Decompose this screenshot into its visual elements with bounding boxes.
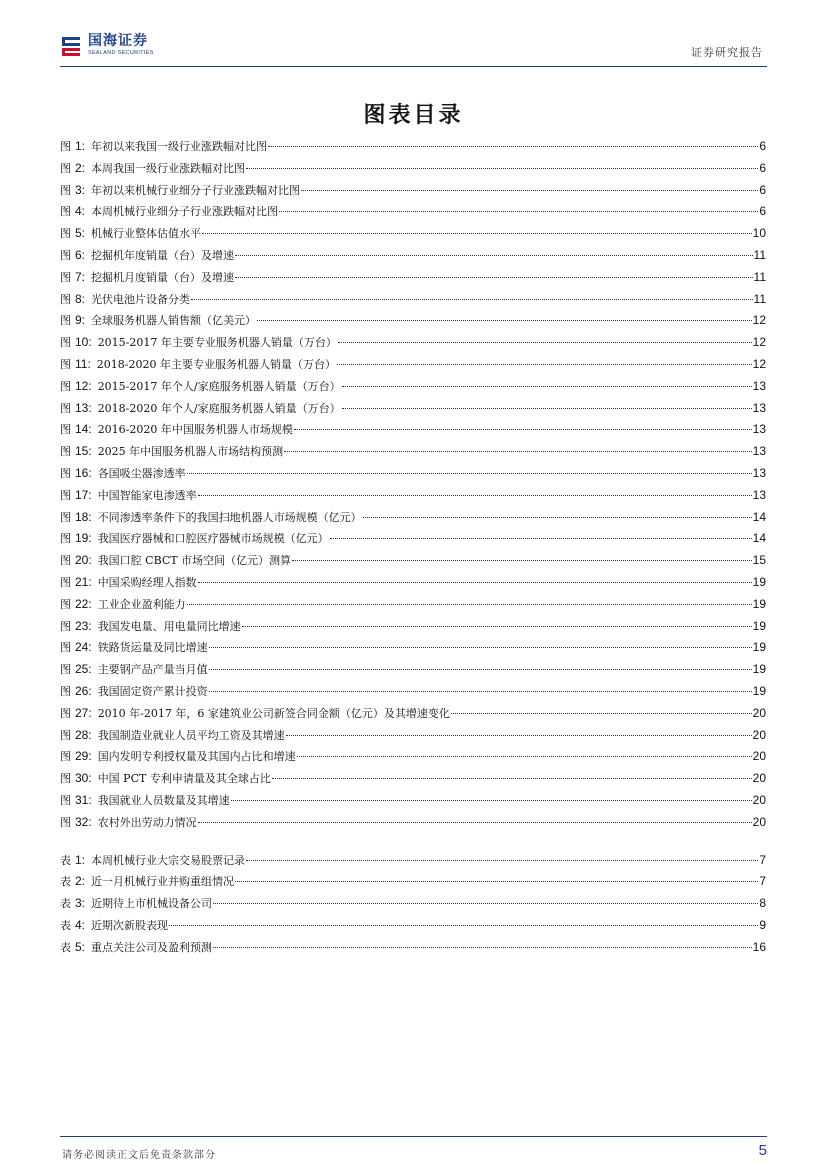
figure-entry[interactable] bbox=[60, 419, 766, 441]
toc-entry-number: 9: bbox=[75, 313, 86, 328]
toc-entry-label bbox=[60, 289, 85, 311]
figure-entry[interactable] bbox=[60, 790, 766, 812]
toc-entry-label bbox=[60, 267, 85, 289]
toc-dot-leader bbox=[297, 755, 752, 757]
figure-entry[interactable] bbox=[60, 725, 766, 747]
toc-dot-leader bbox=[338, 341, 752, 343]
toc-entry-page: 20 bbox=[752, 814, 766, 829]
toc-entry-page: 9 bbox=[759, 917, 766, 932]
toc-entry-title: 光伏电池片设备分类 bbox=[91, 292, 191, 306]
page-title: 图表目录 bbox=[363, 102, 464, 128]
toc-entry-number: 5: bbox=[75, 939, 86, 954]
toc-dot-leader bbox=[257, 319, 752, 321]
toc-entry-prefix: 图 bbox=[60, 227, 71, 241]
toc-entry-number: 24: bbox=[75, 640, 92, 655]
toc-entry-number: 13: bbox=[75, 400, 92, 415]
toc-entry-title: 本周我国一级行业涨跌幅对比图 bbox=[91, 161, 246, 175]
toc-entry-page: 12 bbox=[752, 356, 766, 371]
toc-entry-prefix: 图 bbox=[60, 706, 71, 720]
toc-entry-prefix: 图 bbox=[60, 793, 71, 807]
report-type: 证券研究报告 bbox=[691, 46, 763, 59]
toc-entry-number: 20: bbox=[75, 553, 92, 568]
toc-dot-leader bbox=[231, 799, 752, 801]
toc-entry-title: 2010 年-2017 年，6 家建筑业公司新签合同金额（亿元）及其增速变化 bbox=[97, 706, 450, 720]
toc-entry-label bbox=[60, 158, 85, 180]
figure-entry[interactable] bbox=[60, 528, 766, 550]
figure-entry[interactable] bbox=[60, 289, 766, 311]
toc-entry-page: 13 bbox=[752, 487, 766, 502]
toc-dot-leader bbox=[235, 880, 758, 882]
toc-entry-title: 2015-2017 年个人/家庭服务机器人销量（万台） bbox=[97, 379, 341, 393]
toc-entry-title: 铁路货运量及同比增速 bbox=[97, 641, 208, 655]
figure-entry[interactable] bbox=[60, 812, 766, 834]
toc-dot-leader bbox=[301, 189, 758, 191]
toc-entry-label bbox=[60, 398, 92, 420]
toc-entry-page: 19 bbox=[752, 683, 766, 698]
page-footer bbox=[60, 1136, 767, 1161]
toc-entry-label bbox=[60, 180, 85, 202]
toc-dot-leader bbox=[198, 821, 752, 823]
toc-entry-title: 2016-2020 年中国服务机器人市场规模 bbox=[97, 423, 293, 437]
toc-entry-page: 20 bbox=[752, 792, 766, 807]
toc-entry-page: 20 bbox=[752, 771, 766, 786]
toc-dot-leader bbox=[209, 646, 752, 648]
toc-entry-label bbox=[60, 354, 91, 376]
toc-entry-title: 中国采购经理人指数 bbox=[97, 575, 197, 589]
toc-entry-prefix: 图 bbox=[60, 336, 71, 350]
toc-entry-prefix: 图 bbox=[60, 597, 71, 611]
toc-entry-prefix: 图 bbox=[60, 205, 71, 219]
toc-entry-number: 32: bbox=[75, 814, 92, 829]
toc-entry-number: 1: bbox=[75, 139, 86, 153]
toc-entry-prefix: 图 bbox=[60, 663, 71, 677]
toc-entry-number: 11: bbox=[75, 356, 91, 371]
toc-entry-prefix: 图 bbox=[60, 423, 71, 437]
toc-entry-title: 挖掘机年度销量（台）及增速 bbox=[91, 248, 235, 262]
toc-entry-prefix: 图 bbox=[60, 379, 71, 393]
toc-dot-leader bbox=[246, 167, 758, 169]
toc-entry-number: 21: bbox=[75, 574, 92, 589]
toc-entry-page: 7 bbox=[759, 874, 766, 889]
toc-entry-title: 中国 PCT 专利申请量及其全球占比 bbox=[97, 772, 271, 786]
toc-entry-number: 18: bbox=[75, 509, 92, 524]
toc-entry-label bbox=[60, 441, 92, 463]
toc-entry-label bbox=[60, 725, 92, 747]
toc-entry-title: 国内发明专利授权量及其国内占比和增速 bbox=[97, 750, 296, 764]
toc-entry-page: 13 bbox=[752, 400, 766, 415]
toc-dot-leader bbox=[202, 232, 752, 234]
toc-entry-number: 14: bbox=[75, 422, 92, 437]
toc-entry-prefix: 表 bbox=[60, 853, 71, 867]
disclaimer-text: 请务必阅读正文后免责条款部分 bbox=[62, 1150, 216, 1161]
toc-entry-title: 我国发电量、用电量同比增速 bbox=[97, 619, 241, 633]
toc-entry-prefix: 图 bbox=[60, 488, 71, 502]
toc-entry-number: 23: bbox=[75, 618, 92, 633]
toc-entry-page: 11 bbox=[753, 269, 766, 284]
toc-entry-page: 13 bbox=[752, 378, 766, 393]
toc-entry-page: 13 bbox=[752, 465, 766, 480]
figure-entry[interactable] bbox=[60, 550, 766, 572]
toc-entry-label bbox=[60, 937, 85, 959]
figure-entry[interactable] bbox=[60, 267, 766, 289]
toc-dot-leader bbox=[187, 472, 752, 474]
toc-entry-title: 各国吸尘器渗透率 bbox=[97, 466, 186, 480]
toc-entry-page: 11 bbox=[753, 247, 766, 262]
toc-entry-label bbox=[60, 201, 85, 223]
table-entry[interactable] bbox=[60, 915, 766, 937]
toc-entry-prefix: 表 bbox=[60, 897, 71, 911]
toc-dot-leader bbox=[198, 494, 752, 496]
figure-entry[interactable] bbox=[60, 136, 766, 158]
toc-dot-leader bbox=[198, 581, 752, 583]
toc-entry-prefix: 图 bbox=[60, 466, 71, 480]
figure-entry[interactable] bbox=[60, 463, 766, 485]
toc-entry-title: 农村外出劳动力情况 bbox=[97, 815, 197, 829]
toc-dot-leader bbox=[451, 712, 752, 714]
toc-entry-title: 年初以来我国一级行业涨跌幅对比图 bbox=[91, 140, 268, 153]
toc-entry-title: 近期待上市机械设备公司 bbox=[91, 897, 213, 911]
toc-entry-prefix: 图 bbox=[60, 815, 71, 829]
toc-entry-prefix: 图 bbox=[60, 140, 71, 153]
table-entry[interactable] bbox=[60, 893, 766, 915]
toc-entry-prefix: 图 bbox=[60, 728, 71, 742]
toc-entry-label bbox=[60, 572, 92, 594]
toc-entry-label bbox=[60, 528, 92, 550]
toc-entry-page: 20 bbox=[752, 727, 766, 742]
table-of-figures bbox=[60, 136, 766, 958]
toc-entry-number: 26: bbox=[75, 683, 92, 698]
figure-entry[interactable] bbox=[60, 201, 766, 223]
toc-entry-number: 2: bbox=[75, 874, 86, 889]
toc-dot-leader bbox=[294, 428, 752, 430]
figure-entry[interactable] bbox=[60, 572, 766, 594]
toc-entry-label bbox=[60, 893, 85, 915]
figure-entry[interactable] bbox=[60, 681, 766, 703]
toc-dot-leader bbox=[191, 298, 753, 300]
figure-list bbox=[60, 136, 766, 834]
toc-entry-page: 11 bbox=[753, 291, 766, 306]
toc-entry-prefix: 图 bbox=[60, 183, 71, 197]
toc-entry-prefix: 图 bbox=[60, 401, 71, 415]
toc-entry-page: 6 bbox=[759, 160, 766, 175]
figure-entry[interactable] bbox=[60, 223, 766, 245]
toc-entry-prefix: 图 bbox=[60, 575, 71, 589]
toc-entry-prefix: 图 bbox=[60, 445, 71, 459]
logo-english-name: SEALAND SECURITIES bbox=[88, 50, 154, 56]
toc-entry-prefix: 图 bbox=[60, 684, 71, 698]
toc-dot-leader bbox=[209, 690, 752, 692]
toc-entry-prefix: 图 bbox=[60, 161, 71, 175]
toc-entry-page: 6 bbox=[759, 182, 766, 197]
toc-entry-label bbox=[60, 768, 92, 790]
toc-entry-page: 14 bbox=[752, 531, 766, 546]
toc-dot-leader bbox=[363, 516, 752, 518]
toc-entry-title: 中国智能家电渗透率 bbox=[97, 488, 197, 502]
toc-entry-number: 16: bbox=[75, 465, 92, 480]
toc-entry-label bbox=[60, 616, 92, 638]
toc-entry-label bbox=[60, 463, 92, 485]
figure-entry[interactable] bbox=[60, 158, 766, 180]
toc-entry-page: 6 bbox=[759, 139, 766, 153]
toc-entry-number: 5: bbox=[75, 226, 86, 241]
toc-entry-label bbox=[60, 681, 92, 703]
toc-entry-page: 8 bbox=[759, 896, 766, 911]
page-header bbox=[60, 30, 767, 67]
toc-entry-label bbox=[60, 507, 92, 529]
toc-entry-page: 19 bbox=[752, 640, 766, 655]
toc-entry-number: 12: bbox=[75, 378, 92, 393]
table-list bbox=[60, 850, 766, 959]
toc-entry-title: 2025 年中国服务机器人市场结构预测 bbox=[97, 445, 284, 459]
toc-entry-page: 6 bbox=[759, 204, 766, 219]
toc-dot-leader bbox=[279, 210, 758, 212]
figure-entry[interactable] bbox=[60, 507, 766, 529]
toc-entry-number: 3: bbox=[75, 896, 86, 911]
toc-entry-prefix: 图 bbox=[60, 554, 71, 568]
toc-entry-title: 2018-2020 年个人/家庭服务机器人销量（万台） bbox=[97, 401, 341, 415]
toc-entry-number: 8: bbox=[75, 291, 86, 306]
toc-entry-label bbox=[60, 223, 85, 245]
toc-entry-prefix: 图 bbox=[60, 314, 71, 328]
toc-dot-leader bbox=[209, 668, 752, 670]
figure-entry[interactable] bbox=[60, 768, 766, 790]
figure-entry[interactable] bbox=[60, 703, 766, 725]
page-number: 5 bbox=[758, 1142, 767, 1159]
toc-entry-title: 我国制造业就业人员平均工资及其增速 bbox=[97, 728, 285, 742]
figure-entry[interactable] bbox=[60, 441, 766, 463]
toc-entry-page: 14 bbox=[752, 509, 766, 524]
toc-entry-prefix: 图 bbox=[60, 357, 71, 371]
toc-entry-prefix: 图 bbox=[60, 292, 71, 306]
toc-dot-leader bbox=[342, 407, 752, 409]
sealand-logo bbox=[60, 33, 154, 63]
toc-entry-prefix: 表 bbox=[60, 875, 71, 889]
toc-dot-leader bbox=[213, 902, 758, 904]
toc-dot-leader bbox=[235, 254, 753, 256]
figure-entry[interactable] bbox=[60, 746, 766, 768]
toc-entry-title: 挖掘机月度销量（台）及增速 bbox=[91, 270, 235, 284]
toc-entry-number: 15: bbox=[75, 444, 92, 459]
toc-entry-number: 10: bbox=[75, 335, 92, 350]
toc-entry-title: 机械行业整体估值水平 bbox=[91, 227, 202, 241]
figure-entry[interactable] bbox=[60, 659, 766, 681]
toc-entry-page: 19 bbox=[752, 618, 766, 633]
figure-entry[interactable] bbox=[60, 332, 766, 354]
toc-entry-number: 19: bbox=[75, 531, 92, 546]
toc-entry-number: 4: bbox=[75, 917, 86, 932]
toc-dot-leader bbox=[284, 450, 751, 452]
toc-entry-number: 30: bbox=[75, 771, 92, 786]
toc-entry-number: 22: bbox=[75, 596, 92, 611]
toc-entry-number: 3: bbox=[75, 182, 86, 197]
toc-entry-number: 29: bbox=[75, 749, 92, 764]
toc-dot-leader bbox=[213, 946, 752, 948]
figure-entry[interactable] bbox=[60, 616, 766, 638]
toc-entry-number: 2: bbox=[75, 160, 86, 175]
toc-entry-label bbox=[60, 310, 85, 332]
figure-entry[interactable] bbox=[60, 180, 766, 202]
toc-entry-number: 17: bbox=[75, 487, 92, 502]
toc-entry-prefix: 图 bbox=[60, 248, 71, 262]
sealand-logo-icon bbox=[60, 33, 82, 59]
toc-dot-leader bbox=[268, 145, 758, 147]
figure-entry[interactable] bbox=[60, 594, 766, 616]
toc-entry-label bbox=[60, 419, 92, 441]
toc-entry-title: 近期次新股表现 bbox=[91, 918, 169, 932]
toc-dot-leader bbox=[337, 363, 752, 365]
figure-entry[interactable] bbox=[60, 245, 766, 267]
toc-entry-title: 工业企业盈利能力 bbox=[97, 597, 186, 611]
toc-entry-page: 19 bbox=[752, 574, 766, 589]
toc-entry-number: 31: bbox=[75, 792, 92, 807]
toc-entry-label bbox=[60, 659, 92, 681]
toc-dot-leader bbox=[286, 734, 752, 736]
figure-entry[interactable] bbox=[60, 310, 766, 332]
toc-entry-title: 本周机械行业细分子行业涨跌幅对比图 bbox=[91, 205, 279, 219]
figure-entry[interactable] bbox=[60, 376, 766, 398]
toc-entry-label bbox=[60, 637, 92, 659]
toc-dot-leader bbox=[235, 276, 753, 278]
toc-entry-page: 19 bbox=[752, 662, 766, 677]
toc-entry-label bbox=[60, 550, 92, 572]
toc-entry-page: 19 bbox=[752, 596, 766, 611]
toc-dot-leader bbox=[292, 559, 752, 561]
toc-entry-prefix: 图 bbox=[60, 641, 71, 655]
toc-dot-leader bbox=[242, 625, 752, 627]
toc-dot-leader bbox=[342, 385, 752, 387]
figure-entry[interactable] bbox=[60, 485, 766, 507]
toc-entry-page: 16 bbox=[752, 939, 766, 954]
toc-entry-prefix: 图 bbox=[60, 510, 71, 524]
toc-entry-title: 全球服务机器人销售额（亿美元） bbox=[91, 314, 257, 328]
toc-entry-prefix: 表 bbox=[60, 918, 71, 932]
toc-entry-title: 我国口腔 CBCT 市场空间（亿元）测算 bbox=[97, 554, 292, 568]
toc-dot-leader bbox=[272, 777, 752, 779]
toc-entry-label bbox=[60, 332, 92, 354]
toc-entry-title: 我国就业人员数量及其增速 bbox=[97, 793, 230, 807]
toc-entry-label bbox=[60, 485, 92, 507]
toc-entry-page: 20 bbox=[752, 705, 766, 720]
figure-entry[interactable] bbox=[60, 398, 766, 420]
toc-dot-leader bbox=[187, 603, 752, 605]
toc-entry-number: 25: bbox=[75, 662, 92, 677]
toc-entry-number: 27: bbox=[75, 705, 92, 720]
toc-entry-page: 13 bbox=[752, 422, 766, 437]
toc-entry-prefix: 图 bbox=[60, 532, 71, 546]
toc-entry-title: 2018-2020 年主要专业服务机器人销量（万台） bbox=[96, 357, 336, 371]
toc-entry-title: 我国医疗器械和口腔医疗器械市场规模（亿元） bbox=[97, 532, 329, 546]
toc-entry-prefix: 图 bbox=[60, 772, 71, 786]
toc-entry-number: 1: bbox=[75, 852, 86, 867]
toc-entry-prefix: 图 bbox=[60, 270, 71, 284]
table-entry[interactable] bbox=[60, 871, 766, 893]
table-entry[interactable] bbox=[60, 937, 766, 959]
toc-entry-page: 10 bbox=[752, 226, 766, 241]
toc-entry-label bbox=[60, 245, 85, 267]
toc-entry-prefix: 图 bbox=[60, 619, 71, 633]
toc-entry-page: 13 bbox=[752, 444, 766, 459]
toc-entry-page: 12 bbox=[752, 335, 766, 350]
toc-entry-prefix: 表 bbox=[60, 940, 71, 954]
toc-entry-number: 28: bbox=[75, 727, 92, 742]
toc-entry-title: 本周机械行业大宗交易股票记录 bbox=[91, 853, 246, 867]
toc-entry-label bbox=[60, 850, 85, 872]
figure-entry[interactable] bbox=[60, 637, 766, 659]
toc-entry-label bbox=[60, 790, 92, 812]
toc-entry-label bbox=[60, 594, 92, 616]
toc-entry-label bbox=[60, 703, 92, 725]
toc-entry-page: 7 bbox=[759, 852, 766, 867]
toc-entry-number: 6: bbox=[75, 247, 86, 262]
toc-entry-label bbox=[60, 376, 92, 398]
toc-entry-label bbox=[60, 136, 85, 158]
toc-entry-label bbox=[60, 812, 92, 834]
figure-entry[interactable] bbox=[60, 354, 766, 376]
toc-entry-label bbox=[60, 746, 92, 768]
table-entry[interactable] bbox=[60, 850, 766, 872]
toc-dot-leader bbox=[246, 859, 758, 861]
toc-dot-leader bbox=[330, 537, 752, 539]
toc-entry-title: 近一月机械行业并购重组情况 bbox=[91, 875, 235, 889]
toc-entry-page: 15 bbox=[752, 553, 766, 568]
toc-entry-title: 重点关注公司及盈利预测 bbox=[91, 940, 213, 954]
toc-entry-label bbox=[60, 871, 85, 893]
toc-dot-leader bbox=[169, 924, 758, 926]
toc-entry-title: 2015-2017 年主要专业服务机器人销量（万台） bbox=[97, 336, 337, 350]
toc-entry-label bbox=[60, 915, 85, 937]
toc-entry-page: 20 bbox=[752, 749, 766, 764]
section-gap bbox=[60, 834, 766, 850]
toc-entry-title: 不同渗透率条件下的我国扫地机器人市场规模（亿元） bbox=[97, 510, 362, 524]
logo-chinese-name: 国海证券 bbox=[88, 33, 148, 49]
toc-entry-title: 年初以来机械行业细分子行业涨跌幅对比图 bbox=[91, 183, 301, 197]
toc-entry-title: 主要钢产品产量当月值 bbox=[97, 663, 208, 677]
toc-entry-number: 4: bbox=[75, 204, 86, 219]
toc-entry-number: 7: bbox=[75, 269, 86, 284]
toc-entry-prefix: 图 bbox=[60, 750, 71, 764]
toc-entry-title: 我国固定资产累计投资 bbox=[97, 684, 208, 698]
toc-entry-page: 12 bbox=[752, 313, 766, 328]
